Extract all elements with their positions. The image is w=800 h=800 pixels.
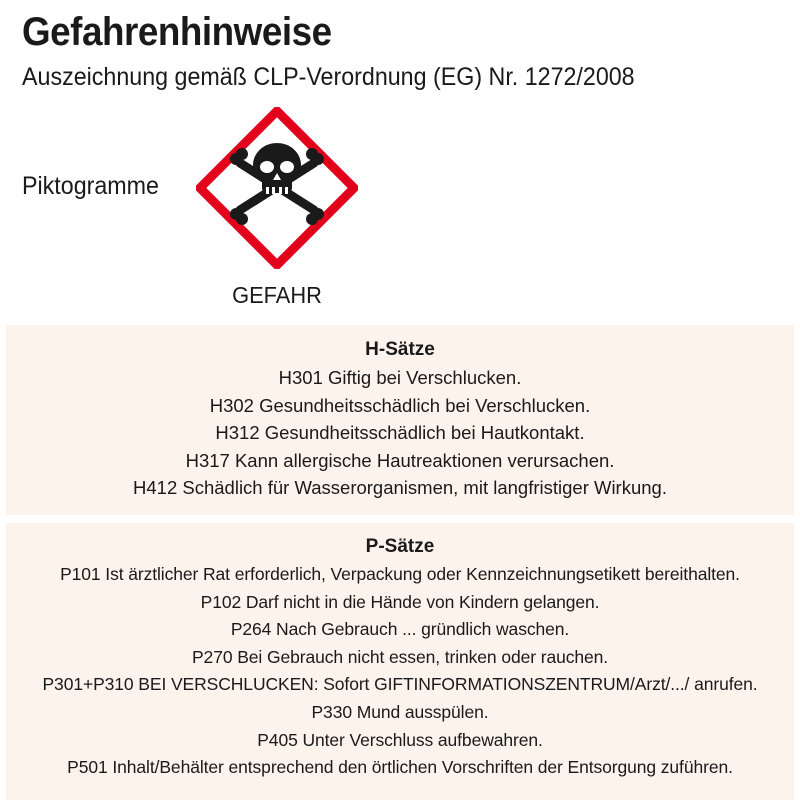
p-statement: P330 Mund ausspülen.: [311, 701, 489, 722]
h-statement: H412 Schädlich für Wasserorganismen, mit langfristiger Wirkung.: [133, 477, 667, 498]
signal-word: GEFAHR: [232, 282, 322, 308]
skull-crossbones-icon: [196, 107, 358, 269]
p-statement: P301+P310 BEI VERSCHLUCKEN: Sofort GIFTINFORMATIONSZENTRUM/Arzt/.../ anrufen.: [42, 674, 758, 695]
p-statement: P102 Darf nicht in die Hände von Kindern gelangen.: [200, 591, 600, 612]
p-statement: P405 Unter Verschluss aufbewahren.: [257, 729, 543, 750]
h-statements-list: [6, 364, 794, 502]
p-statement: P270 Bei Gebrauch nicht essen, trinken oder rauchen.: [191, 646, 609, 667]
h-statements-heading: H-Sätze: [365, 339, 435, 360]
h-statement: H302 Gesundheitsschädlich bei Verschlucken.: [209, 394, 591, 416]
h-statement: H317 Kann allergische Hautreaktionen verursachen.: [185, 449, 615, 471]
page-title: Gefahrenhinweise: [22, 10, 332, 54]
p-statement: P101 Ist ärztlicher Rat erforderlich, Verpackung oder Kennzeichnungsetikett bereithalten.: [60, 564, 740, 584]
p-statements-list: [6, 561, 794, 782]
pictograms-label: Piktogramme: [22, 172, 159, 200]
p-statement: P264 Nach Gebrauch ... gründlich waschen.: [230, 619, 570, 640]
p-statements-panel: [6, 523, 794, 800]
h-statement: H312 Gesundheitsschädlich bei Hautkontakt.: [215, 422, 585, 443]
h-statement: H301 Giftig bei Verschlucken.: [278, 367, 522, 388]
page-subtitle: Auszeichnung gemäß CLP-Verordnung (EG) Nr. 1272/2008: [22, 63, 635, 91]
p-statements-heading: P-Sätze: [365, 536, 435, 557]
h-statements-panel: [6, 325, 794, 515]
p-statement: P501 Inhalt/Behälter entsprechend den örtlichen Vorschriften der Entsorgung zuführen.: [67, 757, 733, 778]
